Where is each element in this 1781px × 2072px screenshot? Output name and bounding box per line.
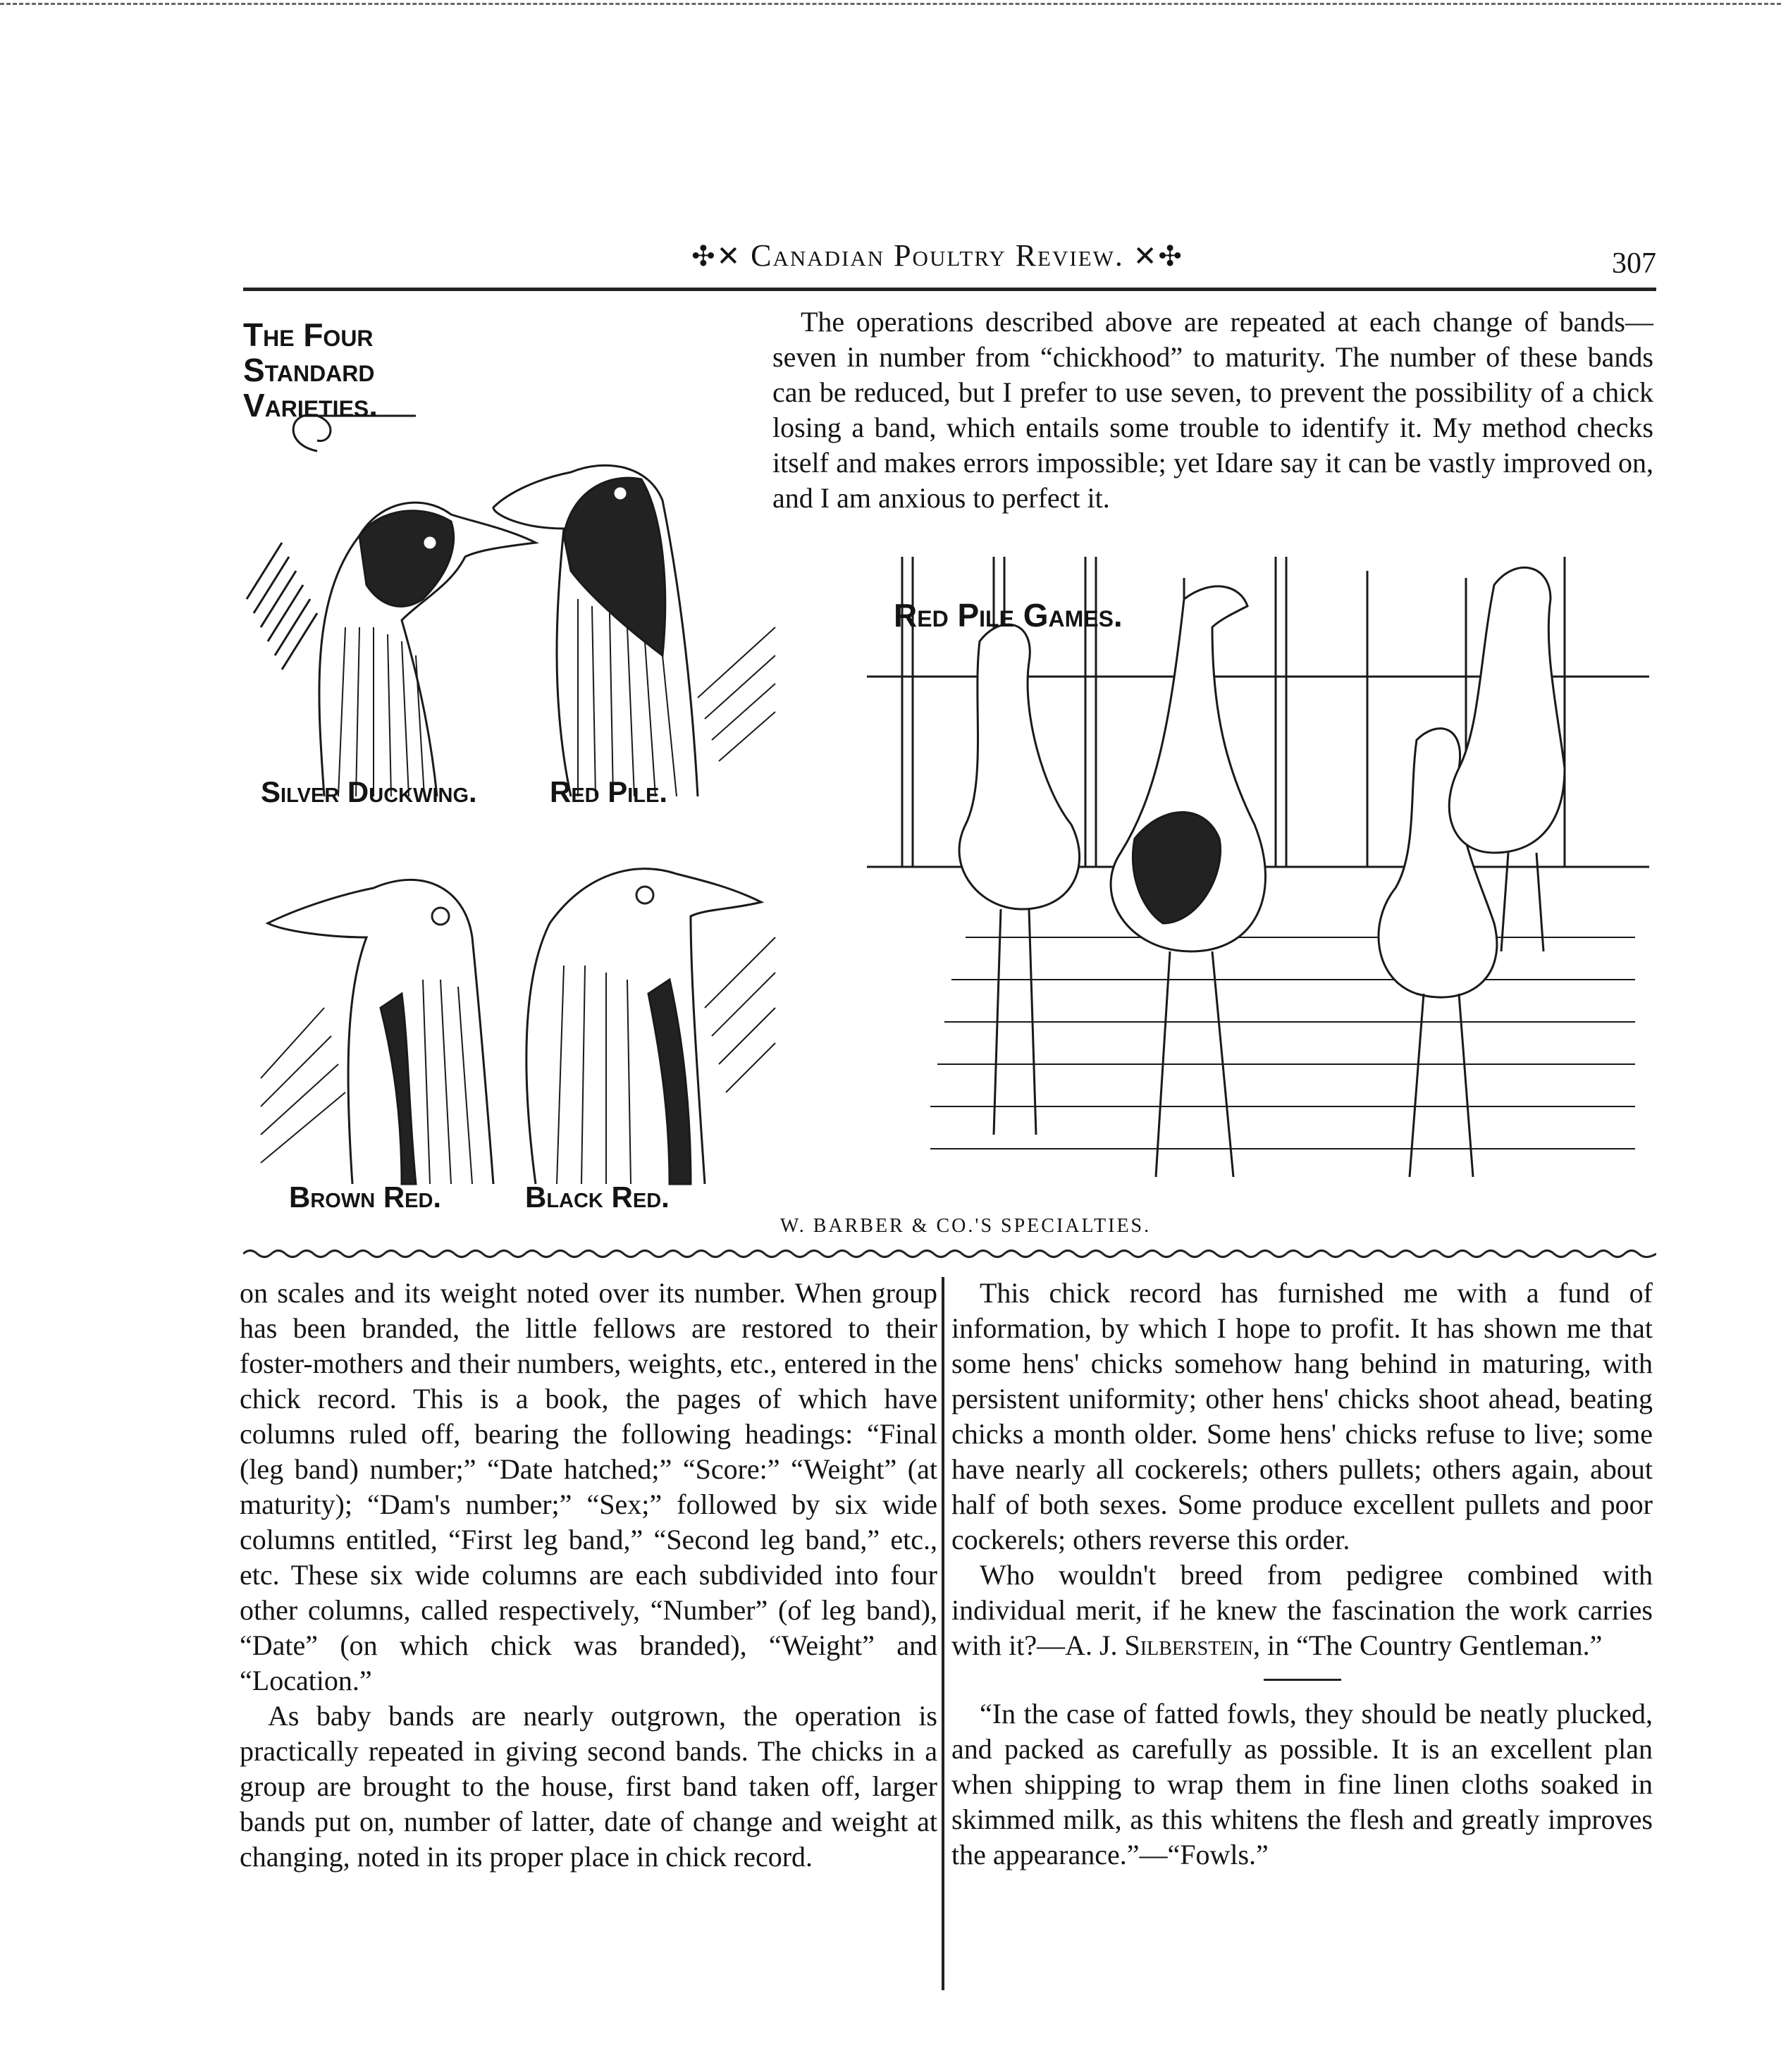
hatching-top-left (247, 543, 317, 670)
right-paragraph-2-text: Who wouldn't breed from pedigree combined with individual merit, if he knew the fascination the work carries with it?—A. J. (951, 1559, 1653, 1661)
author-name: Silberstein (1124, 1629, 1253, 1661)
left-ornament-icon: ✣✕ (691, 240, 742, 272)
header-rule (243, 288, 1656, 291)
label-red-pile: Red Pile. (550, 775, 668, 808)
right-column (951, 1276, 1653, 1873)
right-paragraph-2-source: , in “The Country Gentleman.” (1253, 1629, 1603, 1661)
top-paragraph-block (772, 304, 1653, 516)
wavy-rule (243, 1247, 1656, 1260)
label-black-red: Black Red. (525, 1180, 670, 1214)
label-silver-duckwing: Silver Duckwing. (261, 775, 477, 808)
four-varieties-title: The Four Standard Varieties. (243, 316, 378, 424)
left-paragraph-1: on scales and its weight noted over its number. When group has been branded, the little fellows are restored to their foster-mothers and their numbers, weights, etc., entered in the chick record. This is a book, the pages of which have columns ruled off, bearing the following headings: “Final (leg band) number;” “Date hatched;” “Score:” “Weight” (at maturity); “Dam's number;” “Sex;” followed by six wide columns entitled, “First leg band,” “Second leg band,” etc., etc. These six wide columns are each subdivided into four other columns, called respectively, “Number” (of leg band), “Date” (on which chick was branded), “Weight” and “Location.” (240, 1277, 937, 1696)
red-pile-games-title: Red Pile Games. (894, 597, 1123, 634)
masthead-title: Canadian Poultry Review. (751, 238, 1124, 273)
left-paragraph-2: As baby bands are nearly outgrown, the operation is practically repeated in giving second bands. The chicks in a group are brought to the house, first band taken off, larger bands put on, number of latter, date of change and weight at changing, noted in its proper place in chick record. (240, 1700, 937, 1873)
game-bird-1 (959, 624, 1080, 909)
short-rule (1264, 1679, 1341, 1681)
left-column (240, 1276, 937, 1875)
masthead (670, 233, 1205, 279)
four-varieties-illustration (240, 303, 782, 1226)
label-brown-red: Brown Red. (289, 1180, 442, 1214)
right-paragraph-2 (951, 1558, 1653, 1663)
right-paragraph-3: “In the case of fatted fowls, they should be neatly plucked, and packed as carefully as possible. It is an excellent plan when shipping to wrap them in fine linen cloths soaked in skimmed milk, as this whitens the flesh and greatly improves the appearance.”—“Fowls.” (951, 1698, 1653, 1870)
column-rule (942, 1277, 944, 1990)
figure-credit: W. BARBER & CO.'S SPECIALTIES. (779, 1215, 1152, 1237)
top-paragraph: The operations described above are repeated at each change of bands—seven in number from “chickhood” to maturity. The number of these bands can be reduced, but I prefer to use seven, to prevent the possibility of a chick losing a band, which entails some trouble to identify it. My method checks itself and makes errors impossible; yet Idare say it can be vastly improved on, and I am anxious to perfect it. (772, 306, 1653, 514)
top-edge-dashes (0, 3, 1781, 5)
right-paragraph-1: This chick record has furnished me with a fund of information, by which I hope to profit. It has shown me that some hens' chicks somehow hang behind in maturing, with persistent uniformity; other hens' chicks shoot ahead, beating chicks a month older. Some hens' chicks refuse to live; some have nearly all cockerels; others pullets; others again, about half of both sexes. Some produce excellent pullets and poor cockerels; others reverse this order. (951, 1277, 1653, 1555)
red-pile-games-illustration (860, 557, 1656, 1212)
page-number: 307 (1612, 247, 1656, 280)
right-ornament-icon: ✕✣ (1133, 240, 1183, 272)
